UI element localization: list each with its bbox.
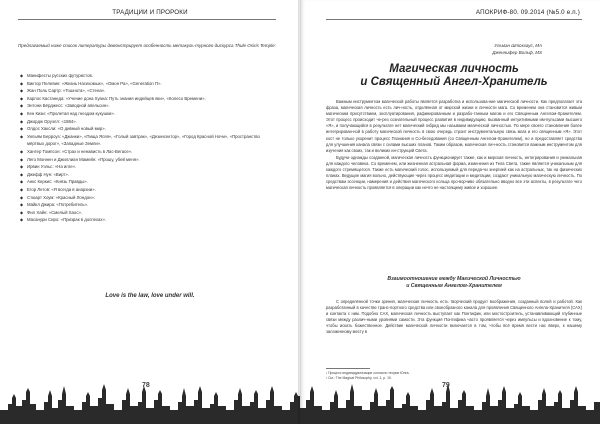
reading-list-item bbox=[20, 171, 272, 179]
reading-list-item bbox=[20, 72, 272, 80]
author-name: Дженнифер Вольф, MS bbox=[492, 49, 542, 55]
header-rule bbox=[326, 19, 582, 20]
book-entry-text: Лего Моннен и Джиллиан Мамейн: «Прошу, убей меня». bbox=[27, 156, 140, 162]
diamond-bullet-icon: ◆ bbox=[20, 164, 24, 170]
motto: Love is the law, love under will. bbox=[105, 293, 195, 299]
book-entry-text: Манифесты русских футуристов. bbox=[27, 73, 93, 78]
diamond-bullet-icon: ◆ bbox=[20, 88, 24, 94]
book-entry-text: Олдос Хаксли: «О дивный новый мир». bbox=[27, 126, 106, 132]
reading-list-item bbox=[20, 110, 272, 118]
header-rule bbox=[18, 19, 276, 20]
reading-list-item bbox=[20, 148, 272, 156]
diamond-bullet-icon: ◆ bbox=[20, 171, 24, 177]
reading-list-item bbox=[20, 80, 272, 88]
reading-list-item bbox=[20, 87, 272, 95]
article-title bbox=[326, 63, 582, 89]
reading-list-item bbox=[20, 186, 272, 194]
book-entry-text: Виктор Пелевин: «Жизнь Насекомых», «Омон Ра», «Generation П». bbox=[27, 80, 162, 86]
section-heading-line: Взаимоотношение между Магической Личностью bbox=[387, 276, 521, 282]
diamond-bullet-icon: ◆ bbox=[20, 133, 24, 139]
article-authors bbox=[492, 43, 542, 56]
title-line: и Священный Ангел-Хранитель bbox=[360, 76, 548, 88]
diamond-bullet-icon: ◆ bbox=[20, 126, 24, 132]
reading-list-item bbox=[20, 209, 272, 217]
reading-list-item bbox=[20, 216, 272, 224]
book-entry-text: Энтони Бёрджесс: «Заводной апельсин». bbox=[27, 103, 110, 109]
city-skyline-silhouette bbox=[300, 380, 600, 424]
diamond-bullet-icon: ◆ bbox=[20, 118, 24, 124]
title-line: Магическая личность bbox=[389, 63, 519, 75]
diamond-bullet-icon: ◆ bbox=[20, 95, 24, 101]
book-entry-text: Хантер Томпсон: «Страх и ненависть в Лас-Вегасе». bbox=[27, 148, 133, 154]
section-heading-line: и Священным Ангелом-Хранителем bbox=[406, 283, 502, 289]
diamond-bullet-icon: ◆ bbox=[20, 80, 24, 86]
paragraph: Важным инструментом магической работы является разработка и использова-ние магической личности. Как предполагает эта фраза, магическая личность есть лич-ность, отделённая от мирской жизни и личности мага. Со временем она становится живым магическим присутствием, эксплуатирования, рафинированным и разрабо-танным магом и его Священным Ангелом-Хранителем. Этот процесс происходит че-рез сознательный процесс развития в индивидуацию, вызванный интуитивными им-пульсами высшего «Я», и получающийся в результате нет магический гибрид мы называем магической личностью. По мере своего становления более интегрирован-ной в работу магической личность в свою очередь строит инструментальную связь мага и его священным «Я». Этот кост не только укоренит процесс Познания и Со-беседования (со Священным Ангелом-Хранителем), но и предоставляет средства для улучшения канала связи с силами высших планов. Таким образом, магическая лич-ность становится важным инструментом для изучения как своих, так и великих ин-струкций Света. bbox=[326, 99, 582, 153]
book-entry-text: Уильям Берроуз: «Джанки», «Пища Ясяя», «Голый завтрак», «Дезинсектор», «Город Красной Ночи», «Пространство мёртвых дорог», «Западные Земли». bbox=[27, 133, 260, 147]
reading-list-item bbox=[20, 163, 272, 171]
book-entry-text: Джордж Оруэлл: «1984». bbox=[27, 118, 77, 124]
reading-list-item bbox=[20, 95, 272, 103]
diamond-bullet-icon: ◆ bbox=[20, 110, 24, 116]
city-skyline-silhouette bbox=[0, 380, 300, 424]
page-number: 78 bbox=[142, 382, 150, 389]
diamond-bullet-icon: ◆ bbox=[20, 217, 24, 223]
reading-list-item bbox=[20, 201, 272, 209]
reading-list bbox=[20, 72, 272, 224]
book-entry-text: Карлос Кастанеда: «Учение дона Хуана: Путь знания индейцев яки», «Колесо Времени». bbox=[27, 95, 206, 101]
book-entry-text: Жан Поль Сартр: «Тошнота», «Стена». bbox=[27, 88, 106, 94]
reading-list-item bbox=[20, 194, 272, 202]
reading-list-item bbox=[20, 156, 272, 164]
diamond-bullet-icon: ◆ bbox=[20, 202, 24, 208]
running-header: ТРАДИЦИИ И ПРОРОКИ bbox=[112, 9, 188, 16]
paragraph: С определённой точки зрения, магическая личность есть творческий продукт воображения, созданный волей и работой. Как разработанный в качестве транс-портного средства или своеобразного канала для проявления Священного Ангела-Хранителя (САХ) и контакта с ним. Подобно САХ, магическая личность выступает как Понтифик, или мостостроитель, устанавливающий глубинные связи между различ-ными уровнями самости. Эта функция Понтифика часто проявляется через импульсы и вдохновение к тому, чтобы искать божественное. Действие магической личности включается в том, чтобы всё время вести нас вверх, к нашему заложенному месту в bbox=[326, 299, 582, 335]
page-number: 79 bbox=[442, 382, 450, 389]
reading-list-item bbox=[20, 125, 272, 133]
footnote-rule bbox=[326, 368, 370, 369]
section-heading bbox=[326, 276, 582, 290]
diamond-bullet-icon: ◆ bbox=[20, 179, 24, 185]
reading-list-item bbox=[20, 118, 272, 126]
reading-list-item bbox=[20, 178, 272, 186]
right-page bbox=[300, 0, 600, 424]
book-entry-text: Стюарт Хоум: «Красный Лондон». bbox=[27, 194, 96, 200]
diamond-bullet-icon: ◆ bbox=[20, 194, 24, 200]
author-name: Ульман Штокхаус, MA bbox=[494, 43, 542, 48]
diamond-bullet-icon: ◆ bbox=[20, 73, 24, 78]
article-body bbox=[326, 99, 582, 192]
book-spine-shadow bbox=[298, 0, 302, 424]
book-entry-text: Майкл Джира: «Потребитель». bbox=[27, 202, 89, 208]
article-body-continued bbox=[326, 299, 582, 337]
intro-text: Предлагаемый ниже список литературы демонстрирует особенность метакуль-турного дискурса Thule Osiris Temple: bbox=[18, 43, 276, 48]
footnote: ¹ Процесс индивидуализации согласно теории Юнга. bbox=[326, 371, 410, 375]
book-entry-text: Фил Хайн: «Смелый Хаос». bbox=[27, 209, 83, 215]
diamond-bullet-icon: ◆ bbox=[20, 156, 24, 162]
diamond-bullet-icon: ◆ bbox=[20, 103, 24, 109]
book-entry-text: Егор Летов: «Я всегда в анархии». bbox=[27, 186, 96, 192]
book-entry-text: Джефф Нун: «Вирт». bbox=[27, 171, 69, 177]
book-entry-text: Ирвин Уэльс: «На игле». bbox=[27, 164, 77, 170]
book-entry-text: Масанури Сиро: «Призрак в доспехах». bbox=[27, 217, 107, 223]
book-entry-text: Анкс Керкис: «Князь Правды». bbox=[27, 179, 88, 185]
running-header: АПОКРИФ-80. 09.2014 (№5.0 е.п.) bbox=[475, 9, 580, 16]
reading-list-item bbox=[20, 133, 272, 148]
book-entry-text: Кен Кизи: «Пролетая над гнездом кукушки». bbox=[27, 110, 115, 116]
diamond-bullet-icon: ◆ bbox=[20, 186, 24, 192]
reading-list-item bbox=[20, 102, 272, 110]
footnote: ² См.: The Magical Philosophy, vol. 1, p. 10. bbox=[326, 376, 392, 380]
diamond-bullet-icon: ◆ bbox=[20, 148, 24, 154]
paragraph: Будучи однажды созданной, магическая личность функционирует также, как и мирская личность, интегрирования и уникальная для каждого человека. Со временем, или жизненная астральная форма, изменения из Тела Света, также является уникальным для каждого стремящегося. Также есть магический голос, используемый для переда-чи энергией как на астральных, так на физических планах. Ведущие магия вольно, действующие через процесс медитации и медитации, создают уникальную магическую личность. По средствам эссенции, намерения и действия магического кольца про-ворчиво обязательно вводно все эти аспекты, в результате чего магическая личность проявляется в операции как нечто не настоящему живое и хорошее. bbox=[326, 154, 582, 191]
diamond-bullet-icon: ◆ bbox=[20, 209, 24, 215]
